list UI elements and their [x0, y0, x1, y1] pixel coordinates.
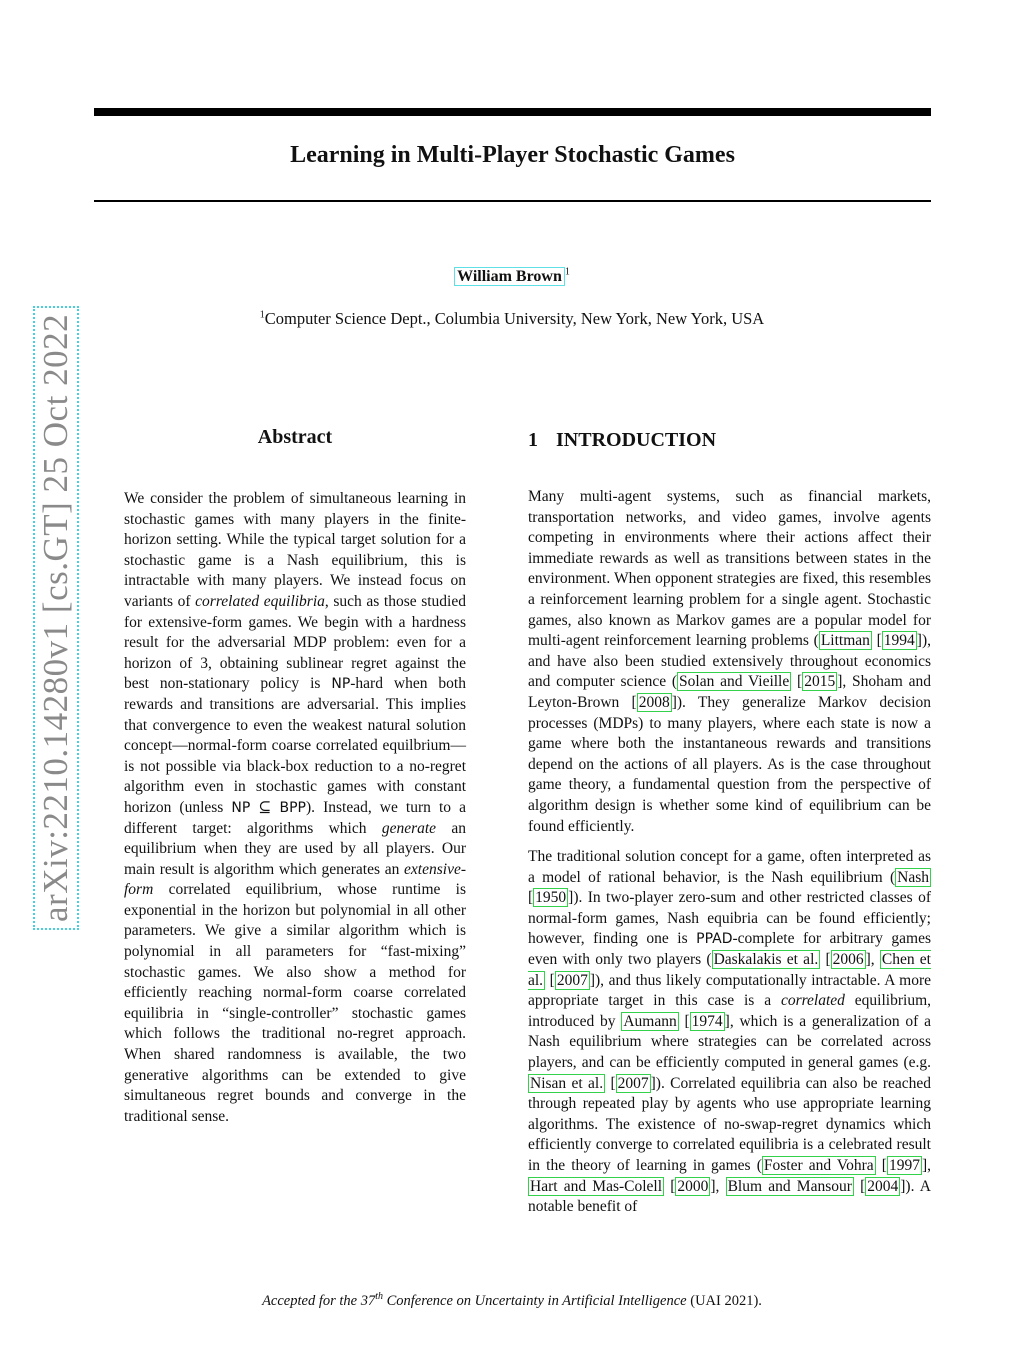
citation-link[interactable]: Littman — [820, 632, 870, 650]
citation-link[interactable]: Aumann — [623, 1012, 677, 1030]
citation-link[interactable]: Blum and Mansour — [727, 1177, 852, 1195]
citation-year-link[interactable]: 2007 — [617, 1074, 649, 1092]
footer-venue-note: Accepted for the 37th Conference on Uncertainty in Artificial Intelligence (UAI 2021). — [262, 1291, 762, 1309]
citation-year-link[interactable]: 2007 — [556, 971, 588, 989]
citation-year-link[interactable]: 2006 — [832, 951, 864, 969]
citation-year-link[interactable]: 1994 — [883, 632, 915, 650]
citation-year-link[interactable]: 2008 — [638, 693, 670, 711]
citation-year-link[interactable]: 1997 — [888, 1157, 920, 1174]
citation-link[interactable]: Nash — [897, 868, 929, 886]
intro-paragraph-2: The traditional solution concept for a game, often interpreted as a model of rational behavior, is the Nash equilibrium ( Nash [ 1950 ]). In two-player zero-sum and other restricted classes of normal-form games, Nash equibria can be found efficiently; however, finding one is PPAD-complete for arbitrary games even with only two players ( Daskalakis et al. [ 2006 ], Chen et al. [ 2007 ]), and thus likely computationally intractable. A more appropriate target in this case is a correlated equilibrium, introduced by Aumann [ 1974 ], which is a generalization of a Nash equilibrium where strategies can be correlated across players, and can be efficiently computed in general games (e.g. Nisan et al. [ 2007 ]). Correlated equilibria can also be reached through repeated play by agents who use appropriate learning algorithms. The existence of no-swap-regret dynamics which efficiently converge to correlated equilibria is a celebrated result in the theory of learning in games ( Foster and Vohra [ 1997 ], Hart and Mas-Colell [ 2000 ], Blum and Mansour [ 2004 ]). A notable benefit of — [528, 848, 931, 1216]
citation-year-link[interactable]: 1950 — [535, 889, 567, 907]
citation-link[interactable]: Chen et al. — [528, 951, 931, 989]
citation-year-link[interactable]: 2004 — [867, 1177, 899, 1195]
section-number: 1 — [528, 429, 538, 451]
arxiv-identifier[interactable]: arXiv:2210.14280v1 [cs.GT] 25 Oct 2022 — [33, 306, 79, 930]
citation-year-link[interactable]: 2015 — [804, 673, 836, 691]
section-title: INTRODUCTION — [556, 429, 717, 451]
introduction-body — [528, 487, 931, 1218]
author-line — [0, 268, 1024, 286]
abstract-body — [124, 489, 466, 1127]
citation-year-link[interactable]: 1974 — [691, 1012, 723, 1030]
section-heading-introduction — [528, 429, 716, 452]
paper-title: Learning in Multi-Player Stochastic Games — [290, 142, 735, 168]
affiliation-text: Computer Science Dept., Columbia University, New York, New York, USA — [264, 309, 765, 328]
citation-link[interactable]: Solan and Vieille — [679, 673, 790, 691]
citation-link[interactable]: Foster and Vohra — [763, 1157, 874, 1174]
citation-year-link[interactable]: 2000 — [677, 1177, 709, 1195]
abstract-paragraph: We consider the problem of simultaneous learning in stochastic games with many players in the finite-horizon setting. While the typical target solution for a stochastic game is a Nash equilibrium, this is intractable with many players. We instead focus on variants of correlated equilibria, such as those studied for extensive-form games. We begin with a hardness result for the adversarial MDP problem: even for a horizon of 3, obtaining sublinear regret against the best non-stationary policy is NP-hard when both rewards and transitions are adversarial. This implies that convergence to even the weakest natural solution concept—normal-form coarse correlated equilbrium—is not possible via black-box reduction to a no-regret algorithm even in stochastic games with constant horizon (unless NP ⊆ BPP). Instead, we turn to a different target: algorithms which generate an equilibrium when they are used by all players. Our main result is algorithm which generates an extensive-form correlated equilibrium, whose runtime is exponential in the horizon but polynomial in all other parameters. We give a similar algorithm which is polynomial in all parameters for “fast-mixing” stochastic games. We also show a method for efficiently reaching normal-form coarse correlated equilibria in “single-controller” stochastic games which follows the traditional no-regret approach. When shared randomness is available, the two generative algorithms can be extended to give simultaneous regret bounds and converge in the traditional sense. — [124, 490, 466, 1125]
citation-link[interactable]: Hart and Mas-Colell — [530, 1177, 663, 1195]
intro-paragraph-1: Many multi-agent systems, such as financial markets, transportation networks, and video games, involve agents competing in environments where their actions affect their immediate rewards as well as transitions between states in the environment. When opponent strategies are fixed, this resembles a reinforcement learning problem for a single agent. Stochastic games, also known as Markov games are a popular model for multi-agent reinforcement learning problems ( Littman [ 1994 ]), and have also been studied extensively throughout economics and computer science ( Solan and Vieille [ 2015 ], Shoham and Leyton-Brown [ 2008 ]). They generalize Markov decision processes (MDPs) to many players, where each state is now a game where both the instantaneous rewards and transitions depend on the actions of all players. As is the case throughout game theory, a fundamental question from the perspective of algorithm design is whether some kind of equilibrium can be found efficiently. — [528, 488, 931, 835]
abstract-heading: Abstract — [257, 426, 333, 448]
citation-link[interactable]: Daskalakis et al. — [713, 951, 819, 969]
title-rule-bottom — [94, 200, 931, 202]
title-rule-top — [94, 108, 931, 116]
affiliation-mark: 1 — [259, 309, 265, 321]
citation-link[interactable]: Nisan et al. — [530, 1074, 604, 1092]
affiliation — [0, 309, 1024, 329]
author-affil-mark: 1 — [564, 266, 570, 278]
author-link[interactable]: William Brown — [454, 267, 565, 286]
